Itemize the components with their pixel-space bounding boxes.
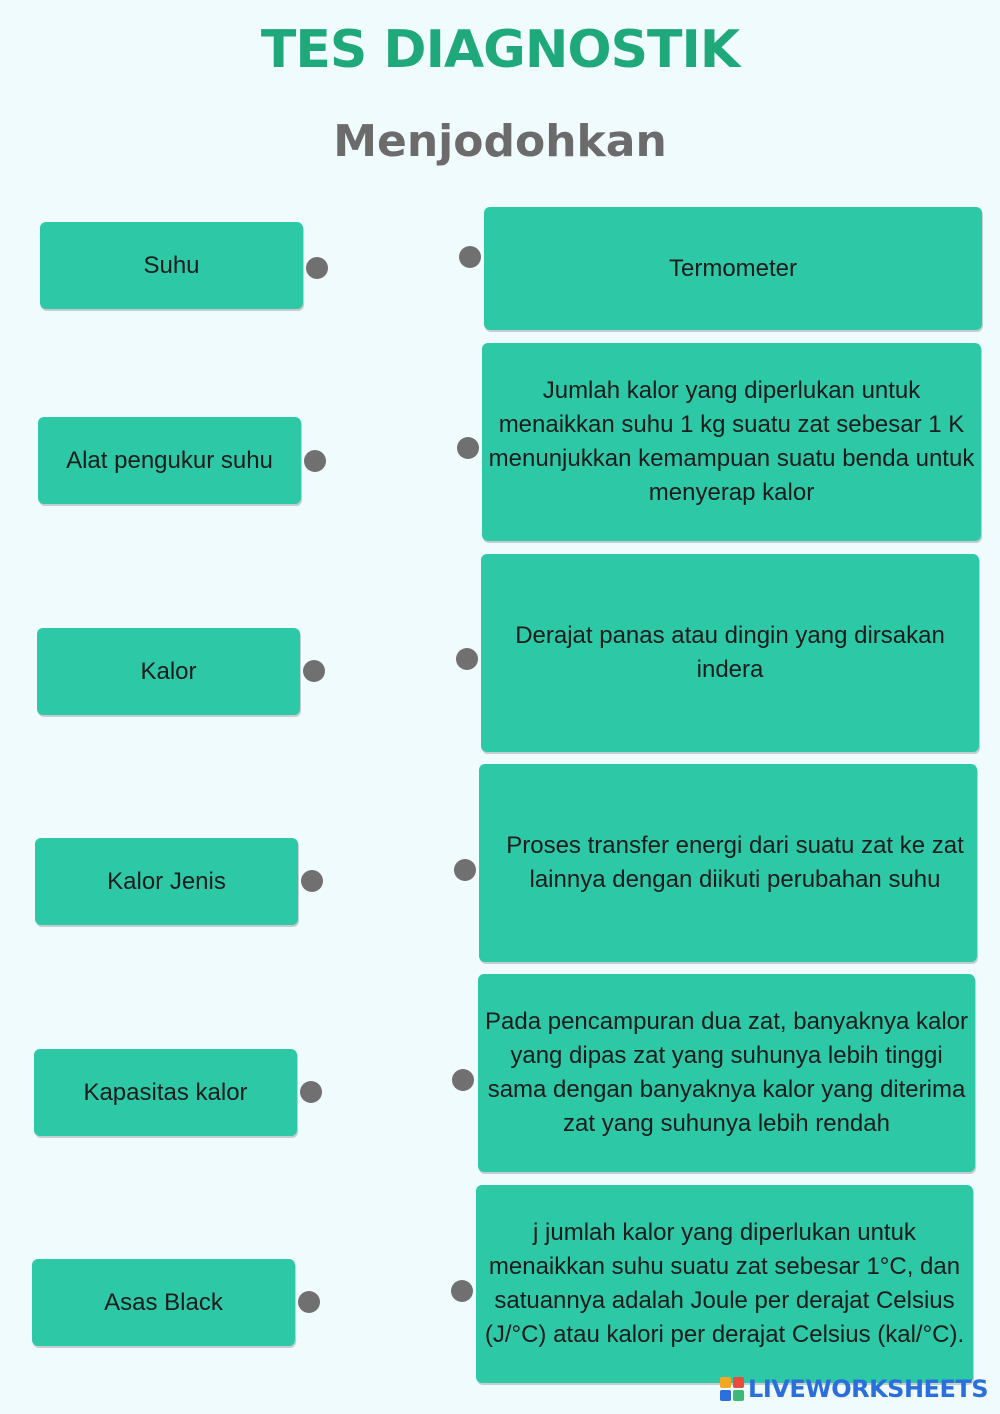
- term-box-suhu[interactable]: Suhu: [40, 222, 303, 309]
- definition-box-4[interactable]: Proses transfer energi dari suatu zat ke zat lainnya dengan diikuti perubahan suhu: [479, 764, 977, 962]
- definition-connector-dot-2[interactable]: [457, 437, 479, 459]
- term-connector-dot-kapasitas-kalor[interactable]: [300, 1081, 322, 1103]
- definition-box-1[interactable]: Termometer: [484, 207, 982, 330]
- definition-box-2[interactable]: Jumlah kalor yang diperlukan untuk menaikkan suhu 1 kg suatu zat sebesar 1 K menunjukkan kemampuan suatu benda untuk menyerap kalor: [482, 343, 981, 541]
- definition-connector-dot-3[interactable]: [456, 648, 478, 670]
- definition-connector-dot-6[interactable]: [451, 1280, 473, 1302]
- definition-connector-dot-4[interactable]: [454, 859, 476, 881]
- definition-box-6[interactable]: j jumlah kalor yang diperlukan untuk menaikkan suhu suatu zat sebesar 1°C, dan satuannya adalah Joule per derajat Celsius (J/°C) atau kalori per derajat Celsius (kal/°C).: [476, 1185, 973, 1383]
- term-box-kapasitas-kalor[interactable]: Kapasitas kalor: [34, 1049, 297, 1136]
- liveworksheets-brand: [720, 1372, 988, 1406]
- definition-box-5[interactable]: Pada pencampuran dua zat, banyaknya kalor yang dipas zat yang suhunya lebih tinggi sama dengan banyaknya kalor yang diterima zat yang suhunya lebih rendah: [478, 974, 975, 1172]
- definition-connector-dot-5[interactable]: [452, 1069, 474, 1091]
- term-connector-dot-alat-pengukur-suhu[interactable]: [304, 450, 326, 472]
- definition-connector-dot-1[interactable]: [459, 246, 481, 268]
- definition-box-3[interactable]: Derajat panas atau dingin yang dirsakan indera: [481, 554, 979, 752]
- liveworksheets-logo-icon: [720, 1377, 744, 1401]
- term-connector-dot-suhu[interactable]: [306, 257, 328, 279]
- term-box-kalor[interactable]: Kalor: [37, 628, 300, 715]
- term-box-kalor-jenis[interactable]: Kalor Jenis: [35, 838, 298, 925]
- term-box-alat-pengukur-suhu[interactable]: Alat pengukur suhu: [38, 417, 301, 504]
- term-connector-dot-asas-black[interactable]: [298, 1291, 320, 1313]
- page-subtitle: Menjodohkan: [333, 116, 667, 167]
- term-connector-dot-kalor[interactable]: [303, 660, 325, 682]
- term-box-asas-black[interactable]: Asas Black: [32, 1259, 295, 1346]
- term-connector-dot-kalor-jenis[interactable]: [301, 870, 323, 892]
- liveworksheets-wordmark: LIVEWORKSHEETS: [748, 1375, 988, 1403]
- page-title: TES DIAGNOSTIK: [260, 20, 740, 80]
